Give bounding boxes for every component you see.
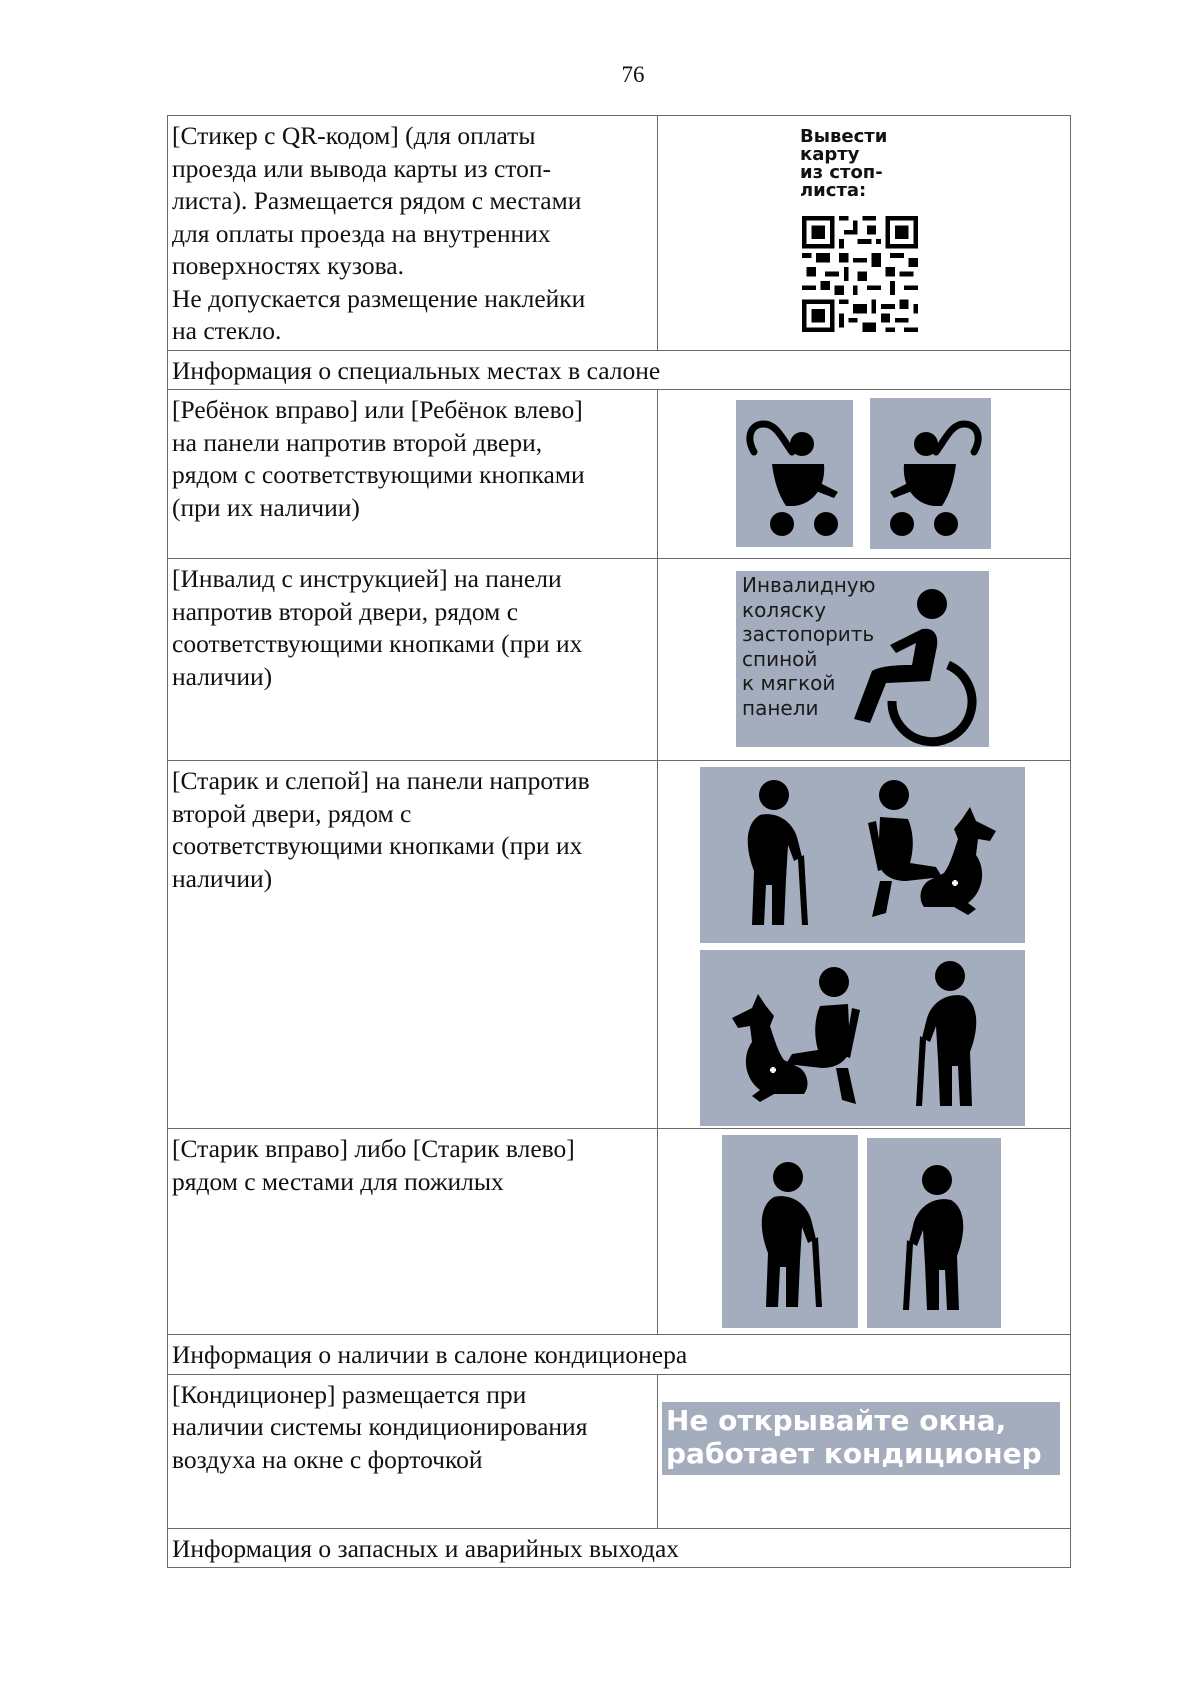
page-number: 76 — [621, 62, 645, 87]
qr-code-icon — [802, 216, 918, 332]
wheelchair-sign-description — [168, 559, 658, 761]
sign-line: работает кондиционер — [666, 1436, 1042, 1470]
text-line: (при их наличии) — [172, 492, 360, 522]
ac-sign-description — [168, 1374, 658, 1528]
table-row — [168, 559, 1071, 761]
table-row — [168, 350, 1071, 390]
child-sign-description — [168, 390, 658, 559]
text-line: проезда или вывода карты из стоп- — [172, 153, 551, 183]
blind-guide-dog-icon — [868, 780, 996, 917]
text-line: наличии) — [172, 863, 273, 893]
elderly-blind-sign-right — [700, 767, 1025, 943]
sticker-line: из стоп- — [800, 162, 883, 183]
text-line: наличии) — [172, 661, 273, 691]
sticker-line: листа: — [800, 180, 867, 201]
table-row — [168, 1335, 1071, 1375]
table-row — [168, 116, 1071, 351]
stroller-right-icon — [736, 400, 853, 547]
wheelchair-sign-image — [658, 559, 1071, 761]
elderly-cane-icon — [748, 780, 808, 925]
text-line: [Кондиционер] размещается при — [172, 1379, 527, 1409]
qr-sticker-description — [168, 116, 658, 351]
text-line: соответствующими кнопками (при их — [172, 831, 583, 860]
elderly-blind-sign-images — [658, 761, 1071, 1129]
sign-line: коляску — [742, 597, 827, 622]
elderly-sign-images — [658, 1129, 1071, 1335]
sign-line: Инвалидную — [742, 573, 876, 597]
section-heading: Информация о наличии в салоне кондиционера — [168, 1335, 1071, 1375]
text-line: второй двери, рядом с — [172, 798, 412, 828]
wheelchair-instruction-sign — [736, 571, 989, 747]
text-line: рядом с соответствующими кнопками — [172, 460, 585, 489]
elderly-right-icon — [722, 1135, 858, 1328]
text-line: [Ребёнок вправо] или [Ребёнок влево] — [172, 395, 583, 424]
table-row — [168, 390, 1071, 559]
qr-sticker-image — [658, 116, 1071, 351]
text-line: на панели напротив второй двери, — [172, 427, 543, 457]
section-heading: Информация о специальных местах в салоне — [168, 350, 1071, 390]
table-row — [168, 761, 1071, 1129]
sticker-line: карту — [800, 144, 860, 165]
text-line: для оплаты проезда на внутренних — [172, 218, 551, 248]
air-conditioner-sign — [662, 1402, 1060, 1475]
text-line: поверхностях кузова. — [172, 251, 404, 280]
elderly-cane-icon — [916, 961, 976, 1106]
table-row — [168, 1374, 1071, 1528]
ac-sign-image — [658, 1374, 1071, 1528]
text-line: воздуха на окне с форточкой — [172, 1444, 483, 1474]
table-row — [168, 1528, 1071, 1568]
sign-line: к мягкой — [742, 671, 836, 695]
elderly-left-icon — [867, 1138, 1001, 1328]
text-line: на стекло. — [172, 316, 282, 345]
sign-line: Не открывайте окна, — [666, 1403, 1007, 1437]
qr-sticker — [796, 126, 924, 334]
sticker-line: Вывести — [800, 126, 888, 147]
text-line: [Старик вправо] либо [Старик влево] — [172, 1134, 575, 1163]
text-line: рядом с местами для пожилых — [172, 1166, 504, 1196]
wheelchair-icon — [736, 571, 989, 747]
text-line: Не допускается размещение наклейки — [172, 283, 586, 313]
blind-guide-dog-icon — [732, 967, 860, 1104]
sign-line: застопорить — [742, 622, 875, 646]
elderly-blind-sign-description — [168, 761, 658, 1129]
section-heading: Информация о запасных и аварийных выходах — [168, 1528, 1071, 1568]
text-line: [Старик и слепой] на панели напротив — [172, 766, 590, 795]
child-sign-images — [658, 390, 1071, 559]
elderly-sign-description — [168, 1129, 658, 1335]
elderly-blind-sign-left — [700, 950, 1025, 1126]
signage-table — [167, 115, 1071, 1568]
text-line: [Стикер с QR-кодом] (для оплаты — [172, 121, 536, 150]
table-row — [168, 1129, 1071, 1335]
text-line: напротив второй двери, рядом с — [172, 596, 519, 626]
text-line: соответствующими кнопками (при их — [172, 629, 583, 658]
sign-line: панели — [742, 695, 819, 720]
text-line: наличии системы кондиционирования — [172, 1412, 588, 1441]
text-line: [Инвалид с инструкцией] на панели — [172, 564, 562, 593]
sign-line: спиной — [742, 646, 818, 671]
text-line: листа). Размещается рядом с местами — [172, 186, 582, 215]
stroller-left-icon — [870, 398, 991, 549]
